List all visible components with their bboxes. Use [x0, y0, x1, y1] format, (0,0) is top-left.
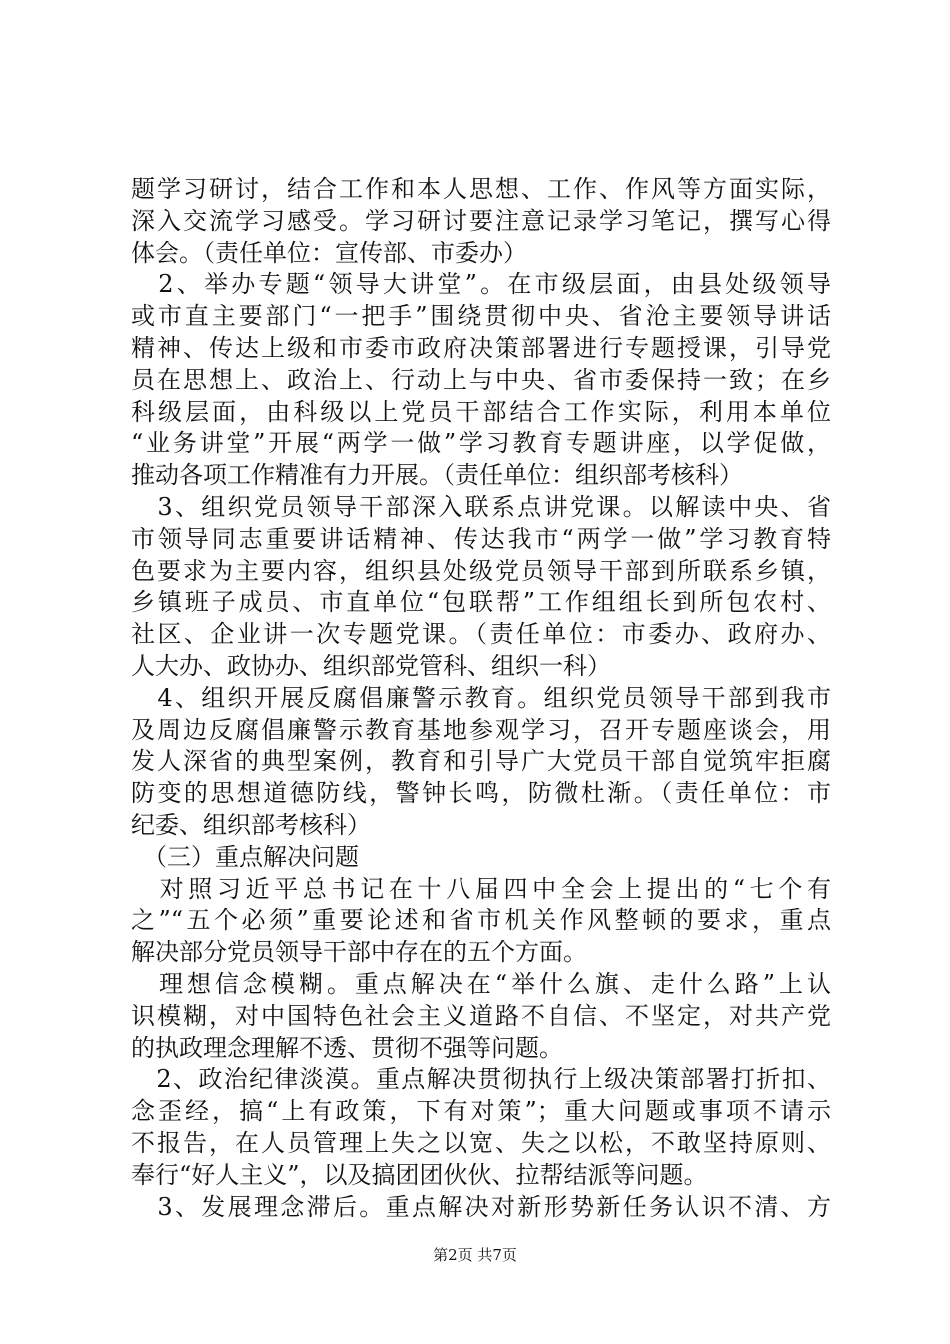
text-line: 色要求为主要内容，组织县处级党员领导干部到所联系乡镇，: [131, 556, 831, 585]
text-line: 念歪经，搞“上有政策，下有对策”；重大问题或事项不请示: [131, 1097, 831, 1126]
text-line: 精神、传达上级和市委市政府决策部署进行专题授课，引导党: [131, 333, 831, 362]
text-line: 深入交流学习感受。学习研讨要注意记录学习笔记，撰写心得: [131, 206, 831, 235]
page-footer: 第2页 共7页: [433, 1246, 517, 1264]
text-line: 科级层面，由科级以上党员干部结合工作实际，利用本单位: [131, 397, 831, 426]
text-line: “业务讲堂”开展“两学一做”学习教育专题讲座，以学促做，: [131, 429, 831, 458]
text-line: 推动各项工作精准有力开展。（责任单位：组织部考核科）: [131, 461, 743, 490]
text-line: 2、政治纪律淡漠。重点解决贯彻执行上级决策部署打折扣、: [131, 1065, 831, 1094]
text-line: 发人深省的典型案例，教育和引导广大党员干部自觉筑牢拒腐: [131, 747, 831, 776]
text-line: 人大办、政协办、组织部党管科、组织一科）: [131, 651, 611, 680]
text-line: 不报告，在人员管理上失之以宽、失之以松，不敢坚持原则、: [131, 1128, 831, 1157]
text-line: 员在思想上、政治上、行动上与中央、省市委保持一致；在乡: [131, 365, 831, 394]
text-line: 及周边反腐倡廉警示教育基地参观学习，召开专题座谈会，用: [131, 715, 831, 744]
text-line: 对照习近平总书记在十八届四中全会上提出的“七个有: [131, 874, 831, 903]
text-line: 纪委、组织部考核科）: [131, 810, 371, 839]
text-line: 理想信念模糊。重点解决在“举什么旗、走什么路”上认: [131, 969, 831, 998]
text-line: 解决部分党员领导干部中存在的五个方面。: [131, 938, 587, 967]
text-line: 的执政理念理解不透、贯彻不强等问题。: [131, 1033, 563, 1062]
text-line: 防变的思想道德防线，警钟长鸣，防微杜渐。（责任单位：市: [131, 779, 831, 808]
text-line: 乡镇班子成员、市直单位“包联帮”工作组组长到所包农村、: [131, 588, 831, 617]
document-body: [131, 174, 831, 1223]
text-line: 3、组织党员领导干部深入联系点讲党课。以解读中央、省: [131, 492, 831, 521]
text-line: 或市直主要部门“一把手”围绕贯彻中央、省沧主要领导讲话: [131, 302, 831, 331]
text-line: 社区、企业讲一次专题党课。（责任单位：市委办、政府办、: [131, 620, 831, 649]
text-line: 2、举办专题“领导大讲堂”。在市级层面，由县处级领导: [131, 270, 831, 299]
text-line: （三）重点解决问题: [131, 842, 359, 871]
text-line: 题学习研讨，结合工作和本人思想、工作、作风等方面实际，: [131, 175, 831, 203]
text-line: 4、组织开展反腐倡廉警示教育。组织党员领导干部到我市: [131, 683, 831, 712]
text-line: 奉行“好人主义”，以及搞团团伙伙、拉帮结派等问题。: [131, 1160, 708, 1189]
text-line: 识模糊，对中国特色社会主义道路不自信、不坚定，对共产党: [131, 1001, 831, 1030]
text-line: 3、发展理念滞后。重点解决对新形势新任务认识不清、方: [131, 1192, 831, 1221]
text-line: 体会。（责任单位：宣传部、市委办）: [131, 238, 527, 267]
text-line: 之”“五个必须”重要论述和省市机关作风整顿的要求，重点: [131, 906, 831, 935]
text-line: 市领导同志重要讲话精神、传达我市“两学一做”学习教育特: [131, 524, 831, 553]
